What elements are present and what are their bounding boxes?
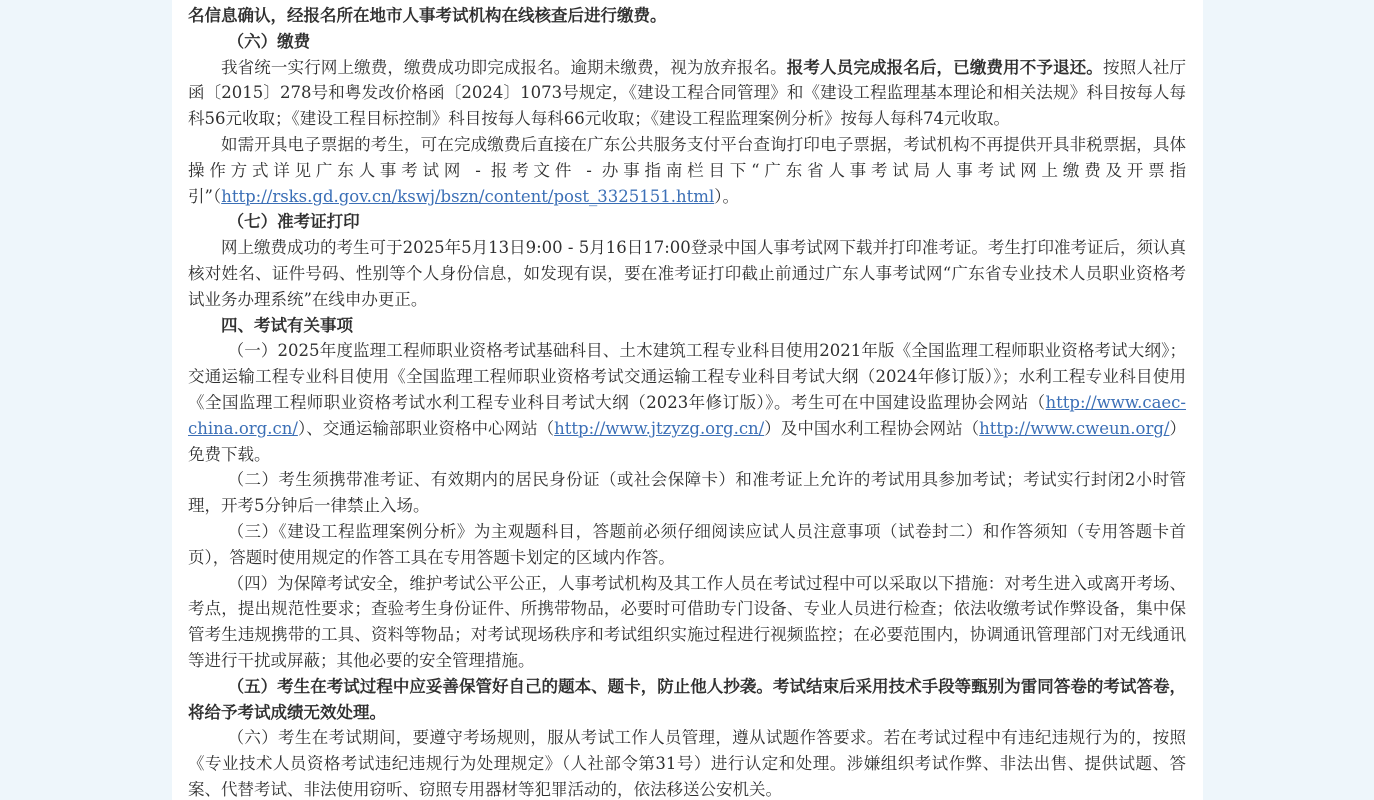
invoice-text-b: ）。 — [714, 186, 739, 206]
item1-text-c: ）及中国水利工程协会网站（ — [764, 418, 980, 438]
item1-text-a: （一）2025年度监理工程师职业资格考试基础科目、土木建筑工程专业科目使用2021年版《全国监理工程师职业资格考试大纲》；交通运输工程专业科目使用《全国监理工程师职业资格考试交通运输工程专业科目考试大纲（2024年修订版）》；水利工程专业科目使用《全国监理工程师职业资格考试水利工程专业科目考试大纲（2023年修订版）》。考生可在中国建设监理协会网站（ — [188, 341, 1186, 412]
exam-item-5: （五）考生在考试过程中应妥善保管好自己的题本、题卡，防止他人抄袭。考试结束后采用技术手段等甄别为雷同答卷的考试答卷，将给予考试成绩无效处理。 — [188, 676, 1186, 722]
fee-no-refund-notice: 报考人员完成报名后，已缴费用不予退还。 — [786, 57, 1103, 77]
exam-item-6: （六）考生在考试期间，要遵守考场规则，服从考试工作人员管理，遵从试题作答要求。若在考试过程中有违纪违规行为的，按照《专业技术人员资格考试违纪违规行为处理规定》（人社部令第31号）进行认定和处理。涉嫌组织考试作弊、非法出售、提供试题、答案、代替考试、非法使用窃听、窃照专用器材等犯罪活动的，依法移送公安机关。 — [188, 728, 1186, 799]
section-fee-title: （六）缴费 — [227, 31, 311, 51]
section-admit-title: （七）准考证打印 — [227, 212, 360, 232]
caec-link[interactable]: http://www.caec-china.org.cn/ — [188, 392, 1186, 438]
exam-item-4: （四）为保障考试安全，维护考试公平公正，人事考试机构及其工作人员在考试过程中可以采取以下措施：对考生进入或离开考场、考点，提出规范性要求；查验考生身份证件、所携带物品，必要时可借助专门设备、专业人员进行检查；依法收缴考试作弊设备，集中保管考生违规携带的工具、资料等物品；对考试现场秩序和考试组织实施过程进行视频监控；在必要范围内，协调通讯管理部门对无线通讯等进行干扰或屏蔽；其他必要的安全管理措施。 — [188, 573, 1186, 670]
fee-paragraph-2 — [188, 132, 1186, 209]
fee-text-b: 按照人社厅函〔2015〕278号和粤发改价格函〔2024〕1073号规定，《建设工程合同管理》和《建设工程监理基本理论和相关法规》科目按每人每科56元收取；《建设工程目标控制》科目按每人每科66元收取；《建设工程监理案例分析》按每人每科74元收取。 — [188, 57, 1187, 129]
fee-paragraph-1 — [188, 55, 1186, 132]
jtzyzg-link[interactable]: http://www.jtzyzg.org.cn/ — [554, 418, 765, 438]
section-exam-matters-title: 四、考试有关事项 — [221, 315, 353, 335]
item1-text-b: ）、交通运输部职业资格中心网站（ — [297, 418, 555, 438]
intro-line: 名信息确认，经报名所在地市人事考试机构在线核查后进行缴费。 — [188, 6, 667, 25]
exam-item-1 — [188, 338, 1186, 467]
cweun-link[interactable]: http://www.cweun.org/ — [979, 418, 1170, 438]
article-page — [172, 0, 1203, 800]
fee-text-a: 我省统一实行网上缴费，缴费成功即完成报名。逾期未缴费，视为放弃报名。 — [221, 57, 787, 77]
exam-item-2: （二）考生须携带准考证、有效期内的居民身份证（或社会保障卡）和准考证上允许的考试用具参加考试；考试实行封闭2小时管理，开考5分钟后一律禁止入场。 — [188, 470, 1186, 516]
article-body — [188, 3, 1186, 800]
item1-text-d: ）免费下载。 — [188, 418, 1187, 464]
exam-item-3: （三）《建设工程监理案例分析》为主观题科目，答题前必须仔细阅读应试人员注意事项（试卷封二）和作答须知（专用答题卡首页），答题时使用规定的作答工具在专用答题卡划定的区域内作答。 — [188, 521, 1186, 567]
admit-paragraph: 网上缴费成功的考生可于2025年5月13日9:00 - 5月16日17:00登录中国人事考试网下载并打印准考证。考生打印准考证后，须认真核对姓名、证件号码、性别等个人身份信息，如发现有误，要在准考证打印截止前通过广东人事考试网“广东省专业技术人员职业资格考试业务办理系统”在线申办更正。 — [188, 238, 1186, 309]
invoice-text-a: 如需开具电子票据的考生，可在完成缴费后直接在广东公共服务支付平台查询打印电子票据，考试机构不再提供开具非税票据，具体操作方式详见广东人事考试网 - 报考文件 - 办事指南栏目下“广东省人事考试局人事考试网上缴费及开票指引”（ — [188, 134, 1186, 206]
invoice-guide-link[interactable]: http://rsks.gd.gov.cn/kswj/bszn/content/post_3325151.html — [221, 186, 715, 206]
